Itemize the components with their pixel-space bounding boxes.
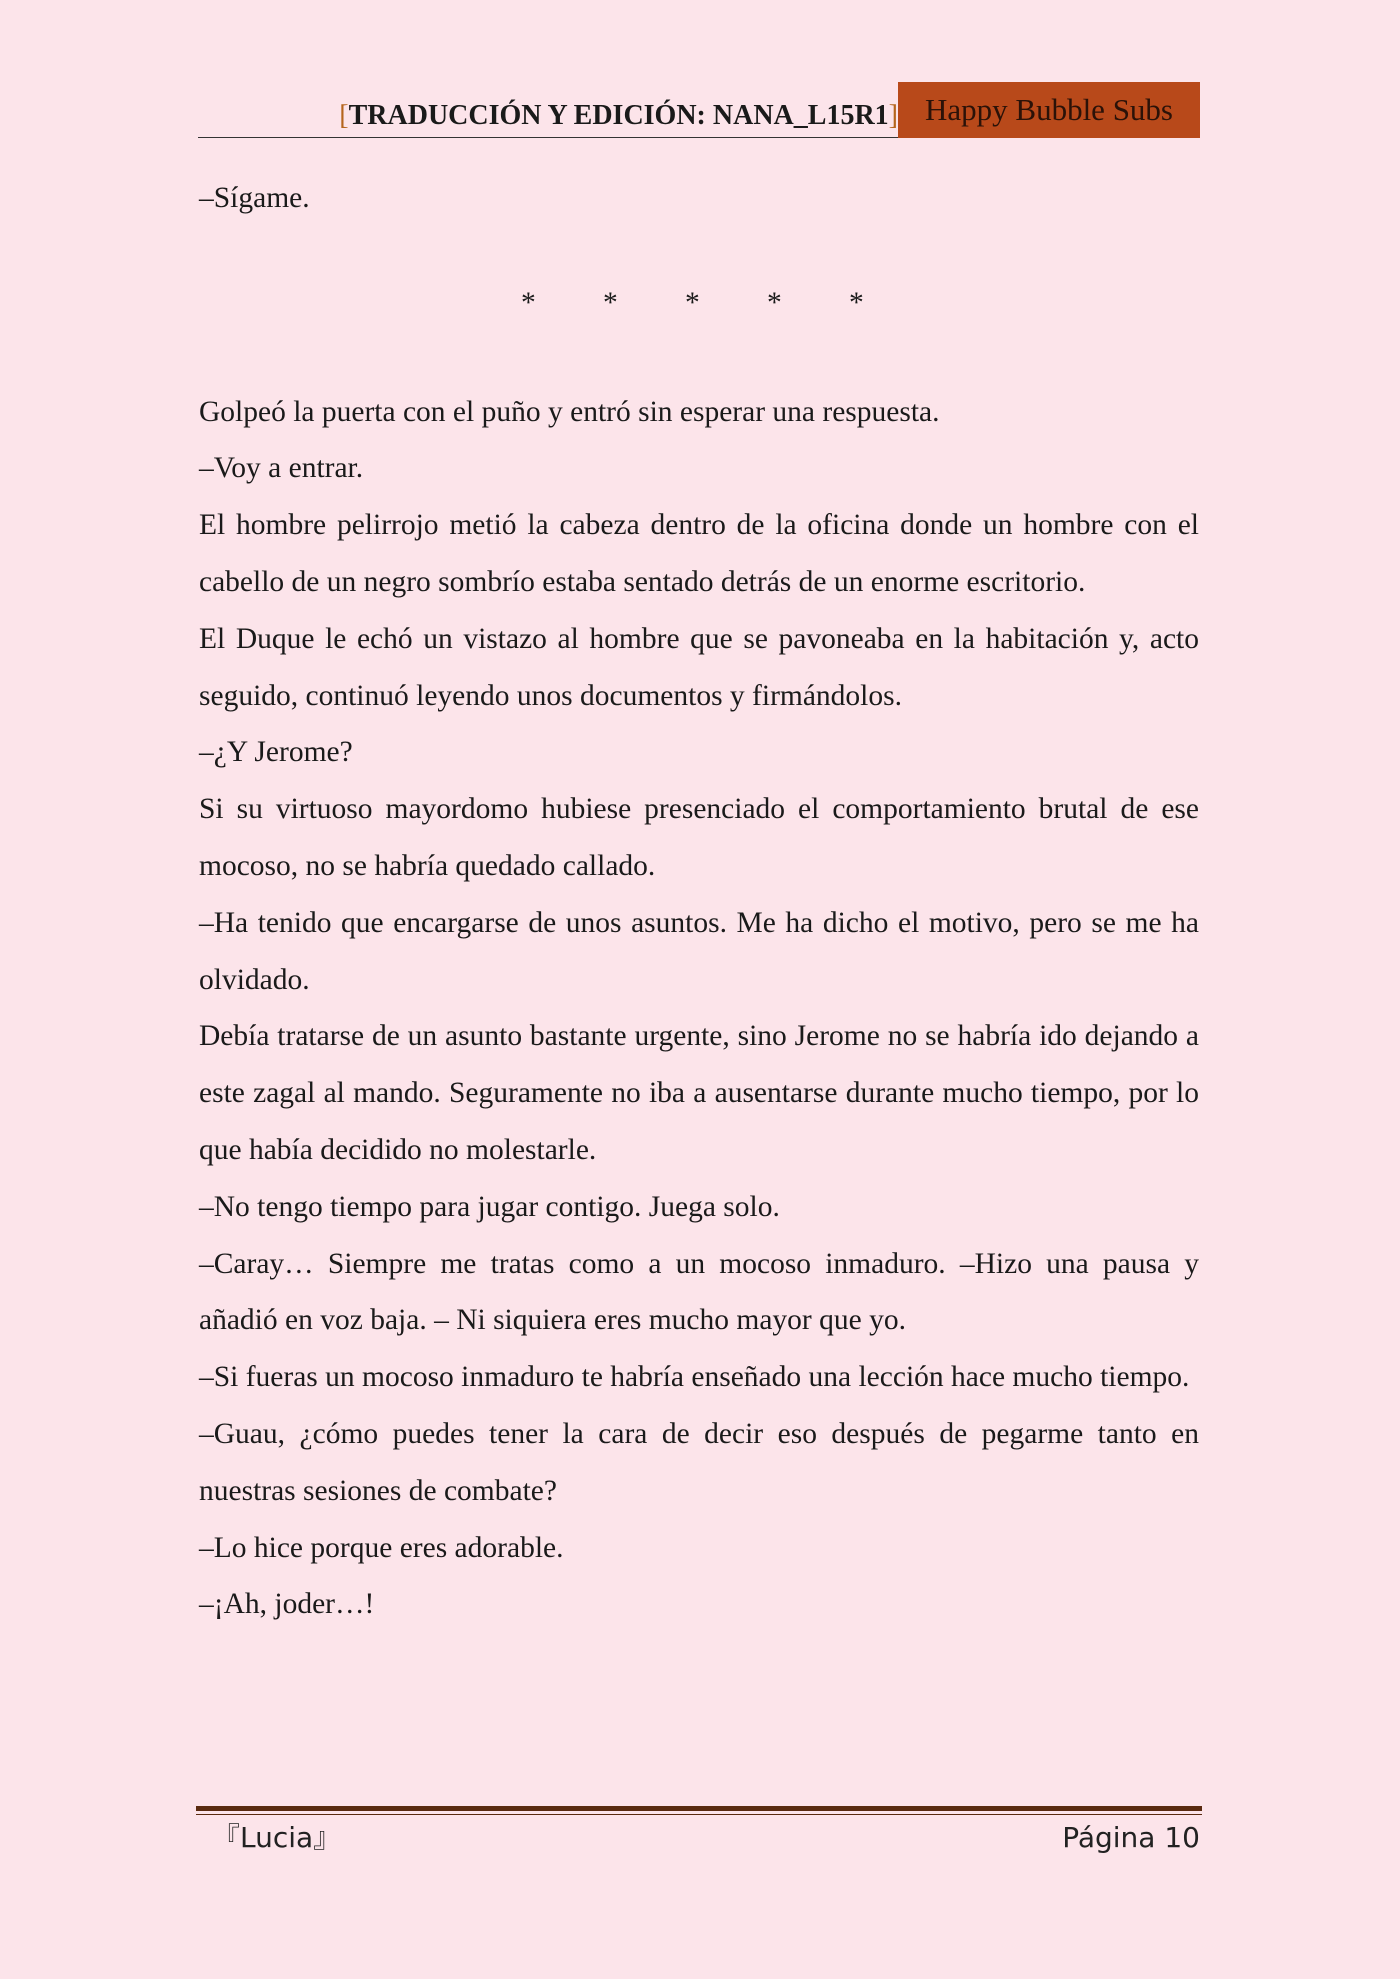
- paragraph: –Si fueras un mocoso inmaduro te habría enseñado una lección hace mucho tiempo.: [199, 1361, 1190, 1394]
- footer-rule-thick: [196, 1806, 1202, 1811]
- group-name-badge: Happy Bubble Subs: [898, 82, 1200, 138]
- separator-star: *: [767, 286, 782, 319]
- footer-rule-thin: [196, 1814, 1202, 1815]
- paragraph: El hombre pelirrojo metió la cabeza dentro de la oficina donde un hombre con el cabello de un negro sombrío estaba sentado detrás de un enorme escritorio.: [199, 509, 1199, 598]
- scene-separator: [199, 275, 1199, 332]
- separator-star: *: [521, 286, 536, 319]
- opening-line: –Sígame.: [199, 182, 310, 214]
- paragraph: –No tengo tiempo para jugar contigo. Juega solo.: [199, 1190, 780, 1223]
- page-header: [198, 82, 1200, 138]
- paragraph: Debía tratarse de un asunto bastante urgente, sino Jerome no se habría ido dejando a este zagal al mando. Seguramente no iba a ausentarse durante mucho tiempo, por lo que había decidido no molestarle.: [199, 1020, 1199, 1166]
- bracket-close: ]: [888, 100, 898, 131]
- bracket-open: [: [339, 100, 349, 131]
- paragraph: –Voy a entrar.: [199, 452, 364, 485]
- book-title: 『Lucia』: [212, 1821, 342, 1854]
- translation-credit-text: TRADUCCIÓN Y EDICIÓN: NANA_L15R1: [348, 100, 889, 131]
- paragraph: –¡Ah, joder…!: [199, 1588, 375, 1621]
- paragraph: –Ha tenido que encargarse de unos asuntos. Me ha dicho el motivo, pero se me ha olvidado.: [199, 906, 1199, 996]
- separator-star: *: [603, 286, 618, 319]
- page-number: Página 10: [1062, 1821, 1200, 1854]
- separator-star: *: [849, 286, 864, 319]
- paragraph: –Guau, ¿cómo puedes tener la cara de decir eso después de pegarme tanto en nuestras sesiones de combate?: [199, 1417, 1199, 1507]
- separator-star: *: [685, 286, 700, 319]
- paragraph: –Caray… Siempre me tratas como a un mocoso inmaduro. –Hizo una pausa y añadió en voz baja. – Ni siquiera eres mucho mayor que yo.: [199, 1247, 1199, 1337]
- paragraph: Golpeó la puerta con el puño y entró sin esperar una respuesta.: [199, 395, 940, 428]
- paragraph: El Duque le echó un vistazo al hombre que se pavoneaba en la habitación y, acto seguido, continuó leyendo unos documentos y firmándolos.: [199, 622, 1199, 712]
- paragraph: Si su virtuoso mayordomo hubiese presenciado el comportamiento brutal de ese mocoso, no se habría quedado callado.: [199, 793, 1199, 882]
- paragraph: –¿Y Jerome?: [199, 736, 353, 769]
- translation-credit: [339, 100, 898, 132]
- paragraph: –Lo hice porque eres adorable.: [199, 1531, 564, 1564]
- page-body: [199, 170, 1199, 1633]
- header-rule: [198, 137, 898, 138]
